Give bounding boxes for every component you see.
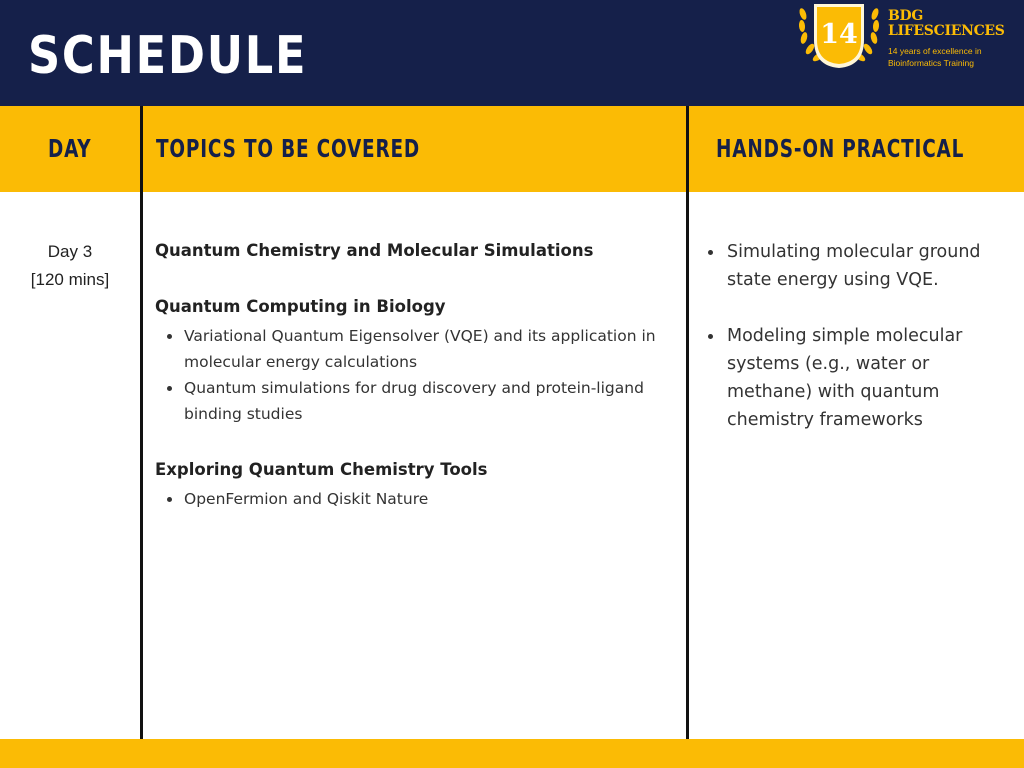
brand-tagline-line1: 14 years of excellence in xyxy=(888,46,982,56)
brand-name-line1: BDG xyxy=(888,8,924,24)
topics-cell xyxy=(155,238,680,512)
column-header-day: DAY xyxy=(48,134,92,163)
day-label: Day 3 xyxy=(47,242,93,261)
topic-list-item: Variational Quantum Eigensolver (VQE) and its application in molecular energy calculations xyxy=(155,323,680,375)
topic-section-list xyxy=(155,486,680,512)
topic-section-list xyxy=(155,323,680,427)
topic-intro-heading: Quantum Chemistry and Molecular Simulations xyxy=(155,241,594,260)
table-header-row xyxy=(0,106,1024,192)
column-divider-right xyxy=(686,106,689,739)
brand-tagline xyxy=(888,45,982,69)
topic-section-heading: Quantum Computing in Biology xyxy=(155,297,446,316)
brand-logo xyxy=(796,0,1020,72)
column-header-topics: TOPICS TO BE COVERED xyxy=(156,134,421,163)
page-title: SCHEDULE xyxy=(28,26,308,86)
brand-name xyxy=(888,9,1005,39)
badge-number: 14 xyxy=(820,19,858,50)
brand-tagline-line2: Bioinformatics Training xyxy=(888,58,974,68)
laurel-badge-icon xyxy=(796,0,882,70)
day-duration: [120 mins] xyxy=(30,270,110,289)
brand-name-line2: LIFESCIENCES xyxy=(888,23,1005,39)
practical-list-item: Simulating molecular ground state energy using VQE. xyxy=(708,238,1013,294)
footer-bar xyxy=(0,739,1024,768)
column-header-practical: HANDS-ON PRACTICAL xyxy=(716,134,965,163)
topic-section-heading: Exploring Quantum Chemistry Tools xyxy=(155,460,488,479)
topic-list-item: Quantum simulations for drug discovery and protein-ligand binding studies xyxy=(155,375,680,427)
header-banner xyxy=(0,0,1024,106)
practical-list xyxy=(708,238,1013,462)
day-cell xyxy=(0,238,140,294)
topic-list-item: OpenFermion and Qiskit Nature xyxy=(155,486,680,512)
column-divider-left xyxy=(140,106,143,739)
practical-list-item: Modeling simple molecular systems (e.g., water or methane) with quantum chemistry frameworks xyxy=(708,322,1013,434)
